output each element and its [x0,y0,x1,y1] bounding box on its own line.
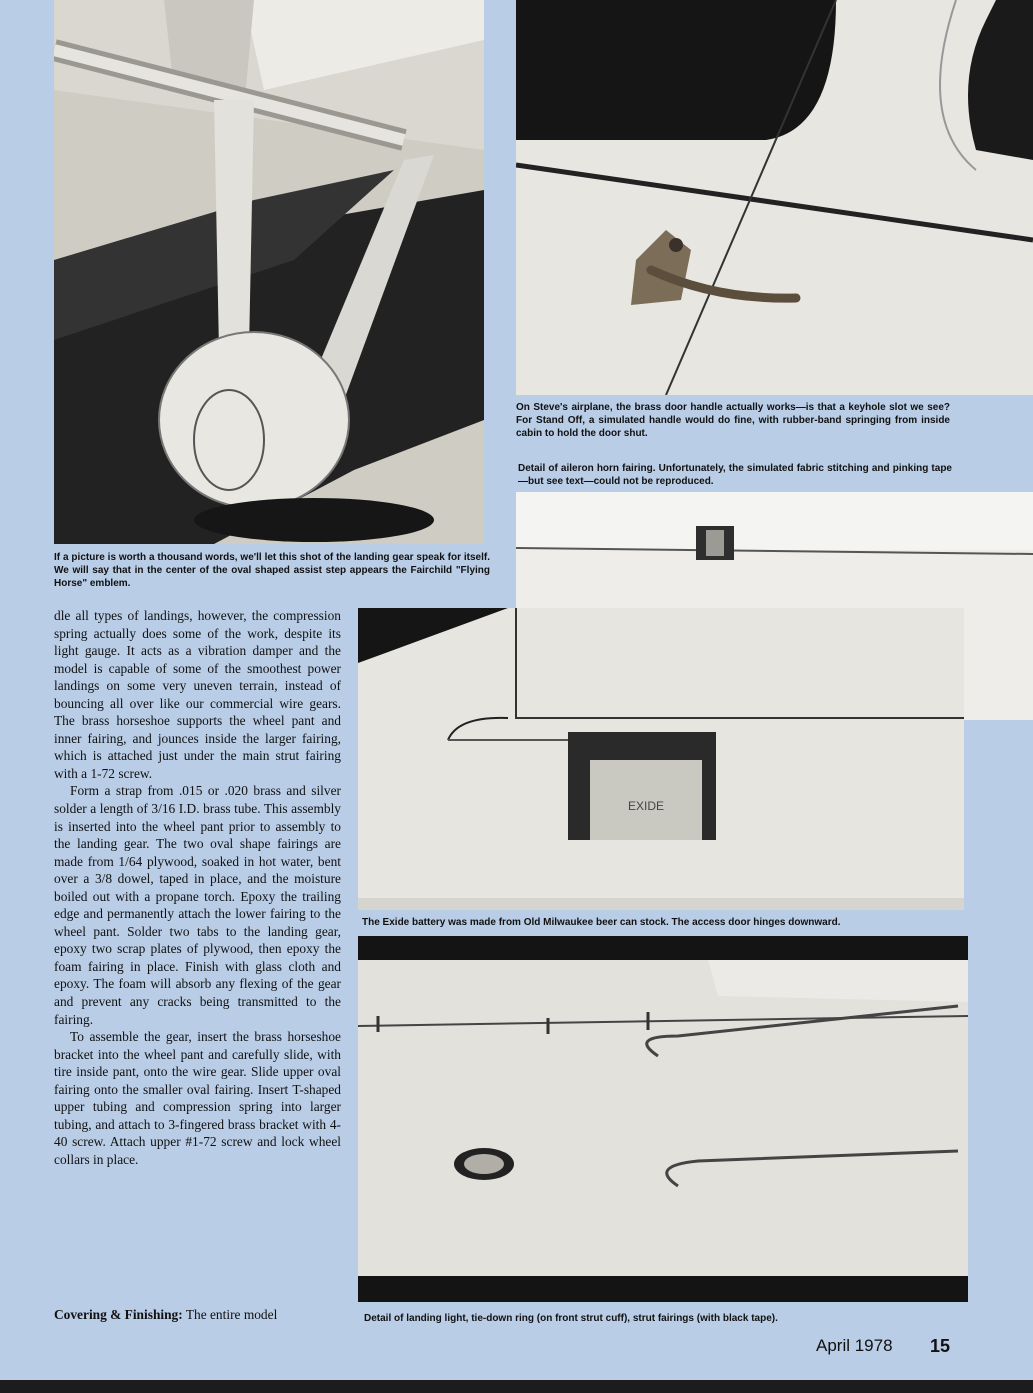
photo-battery [358,608,964,910]
section-heading: Covering & Finishing: [54,1307,183,1322]
door-handle-caption: On Steve's airplane, the brass door handle actually works—is that a keyhole slot we see? For Stand Off, a simulated handle would do fine, with rubber-band springing from inside cabin to hold the door shut. [516,402,950,439]
article-paragraph: Form a strap from .015 or .020 brass and silver solder a length of 3/16 I.D. brass tube. This assembly is inserted into the wheel pant prior to assembly to the landing gear. The two oval shape fairings are made from 1/64 plywood, soaked in hot water, bent over a 3/8 dowel, taped in place, and the moisture boiled out with a propane torch. Epoxy the trailing edge and permanently attach the lower fairing to the wheel pant. Solder two tabs to the landing gear, epoxy two scrap plates of plywood, then epoxy the foam fairing in place. Finish with glass cloth and epoxy. The foam will absorb any flexing of the gear and prevent any cracks being transmitted to the fairing. [54,783,341,1027]
photo-door-handle [516,0,1033,395]
article-paragraph: To assemble the gear, insert the brass horseshoe bracket into the wheel pant and carefully slide, with tire inside pant, onto the wire gear. Slide upper oval fairing onto the smaller oval fairing. Insert T-shaped upper tubing and compression spring into larger tubing, and attach to 3-fingered brass bracket with 4-40 screw. Attach upper #1-72 screw and lock wheel collars in place. [54,1029,341,1167]
battery-caption: The Exide battery was made from Old Milwaukee beer can stock. The access door hinges downward. [362,917,841,928]
bottom-border [0,1380,1033,1393]
article-body [54,607,341,1169]
page-number: 15 [930,1336,951,1356]
covering-finishing-lead [54,1306,341,1324]
photo-landing-light [358,936,968,1302]
landing-gear-caption: If a picture is worth a thousand words, we'll let this shot of the landing gear speak for itself. We will say that in the center of the oval shaped assist step appears the Fairchild "Flying Horse" emblem. [54,552,490,589]
photo-landing-gear [54,0,484,544]
landing-light-caption: Detail of landing light, tie-down ring (on front strut cuff), strut fairings (with black tape). [364,1313,778,1324]
section-text: The entire model [185,1307,278,1322]
aileron-horn-caption: Detail of aileron horn fairing. Unfortunately, the simulated fabric stitching and pinking tape—but see text—could not be reproduced. [518,463,952,487]
issue-date: April 1978 [816,1336,893,1355]
battery-label: EXIDE [627,799,665,813]
article-paragraph: dle all types of landings, however, the compression spring actually does some of the work, despite its light gauge. It acts as a vibration damper and the model is capable of some of the smoothest power landings on some very uneven terrain, instead of bouncing all over like our commercial wire gears. The brass horseshoe supports the wheel pant and inner fairing, and jounces inside the larger fairing, which is attached just under the main strut fairing with a 1-72 screw. [54,608,341,781]
